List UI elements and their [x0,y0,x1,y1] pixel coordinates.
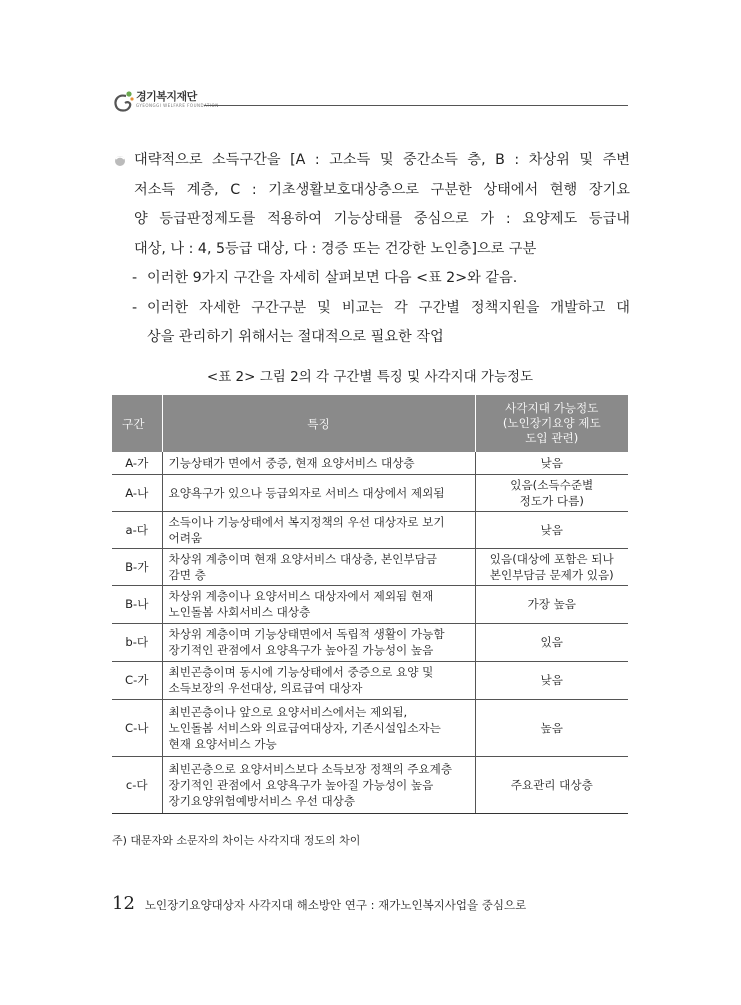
features-cell: 차상위 계층이며 기능상태면에서 독립적 생활이 가능함 장기적인 관점에서 요양욕구가 높아질 가능성이 높음 [162,623,475,661]
table-row [112,661,628,699]
table-row [112,699,628,756]
section-cell: B-가 [112,548,162,585]
bullet-circle-icon [114,155,126,167]
paragraph-line: 대상, 나 : 4, 5등급 대상, 다 : 경증 또는 건강한 노인층]으로 구분 [134,240,537,257]
logo-name: 경기복지재단 [136,90,197,103]
footer-title: 노인장기요양대상자 사각지대 해소방안 연구 : 재가노인복지사업을 중심으로 [144,898,527,912]
level-cell: 있음(대상에 포함은 되나 본인부담금 문제가 있음) [475,548,628,585]
header-features: 특징 [162,395,475,452]
logo-swirl-icon [112,90,134,114]
section-features-table [112,395,628,814]
features-cell: 차상위 계층이나 요양서비스 대상자에서 제외됨 현재 노인돌봄 사회서비스 대상층 [162,585,475,623]
section-cell: C-나 [112,699,162,756]
table-row [112,756,628,813]
section-cell: c-다 [112,756,162,813]
foundation-logo [112,90,219,114]
table-row [112,548,628,585]
dash-marker: - [132,299,138,316]
table-row [112,585,628,623]
section-cell: B-나 [112,585,162,623]
header-divider [204,105,628,106]
dash-marker: - [132,270,138,286]
section-cell: A-가 [112,452,162,474]
header-section: 구간 [112,395,162,452]
level-cell: 낮음 [475,661,628,699]
features-cell: 소득이나 기능상태에서 복지정책의 우선 대상자로 보기 어려움 [162,511,475,548]
features-cell: 최빈곤층이며 동시에 기능상태에서 중증으로 요양 및 소득보장의 우선대상, 의료급여 대상자 [162,661,475,699]
level-cell: 높음 [475,699,628,756]
table-row [112,623,628,661]
table-note: 주) 대문자와 소문자의 차이는 사각지대 정도의 차이 [112,834,361,847]
level-cell: 있음(소득수준별 정도가 다름) [475,474,628,511]
sub-item [112,264,630,294]
table-row [112,452,628,474]
page-number: 12 [112,893,135,914]
table-caption: <표 2> 그림 2의 각 구간별 특징 및 사각지대 가능정도 [206,369,534,385]
sub-item-line: 이러한 9가지 구간을 자세히 살펴보면 다음 <표 2>와 같음. [147,270,518,286]
features-cell: 최빈곤층으로 요양서비스보다 소득보장 정책의 주요계층 장기적인 관점에서 요양욕구가 높아질 가능성이 높음 장기요양위험예방서비스 우선 대상층 [162,756,475,813]
level-cell: 있음 [475,623,628,661]
paragraph-line: 저소득 계층, C : 기초생활보호대상층으로 구분한 상태에서 현행 장기요 [134,181,630,198]
body-section [112,146,630,353]
features-cell: 기능상태가 면에서 중증, 현재 요양서비스 대상층 [162,452,475,474]
table-row [112,511,628,548]
page-header [112,88,628,118]
level-cell: 주요관리 대상층 [475,756,628,813]
section-cell: a-다 [112,511,162,548]
section-cell: b-다 [112,623,162,661]
level-cell: 낮음 [475,511,628,548]
table-row [112,474,628,511]
features-cell: 차상위 계층이며 현재 요양서비스 대상층, 본인부담금 감면 층 [162,548,475,585]
features-cell: 최빈곤층이나 앞으로 요양서비스에서는 제외됨, 노인돌봄 서비스와 의료급여대상자, 기존시설입소자는 현재 요양서비스 가능 [162,699,475,756]
main-paragraph [112,146,630,264]
sub-item [112,294,630,353]
level-cell: 가장 높음 [475,585,628,623]
sub-item-line: 이러한 자세한 구간구분 및 비교는 각 구간별 정책지원을 개발하고 대 [147,299,630,316]
page-footer [112,893,526,914]
paragraph-line: 양 등급판정제도를 적용하여 기능상태를 중심으로 가 : 요양제도 등급내 [134,211,630,227]
logo-subtitle: GYEONGGI WELFARE FOUNDATION [136,103,219,108]
features-cell: 요양욕구가 있으나 등급외자로 서비스 대상에서 제외됨 [162,474,475,511]
level-cell: 낮음 [475,452,628,474]
table-header-row [112,395,628,452]
header-blindspot-level: 사각지대 가능정도 (노인장기요양 제도 도입 관련) [475,395,628,452]
paragraph-line: 대략적으로 소득구간을 [A : 고소득 및 중간소득 층, B : 차상위 및 주변 [134,152,630,168]
section-cell: A-나 [112,474,162,511]
sub-item-line: 상을 관리하기 위해서는 절대적으로 필요한 작업 [147,329,444,345]
section-cell: C-가 [112,661,162,699]
